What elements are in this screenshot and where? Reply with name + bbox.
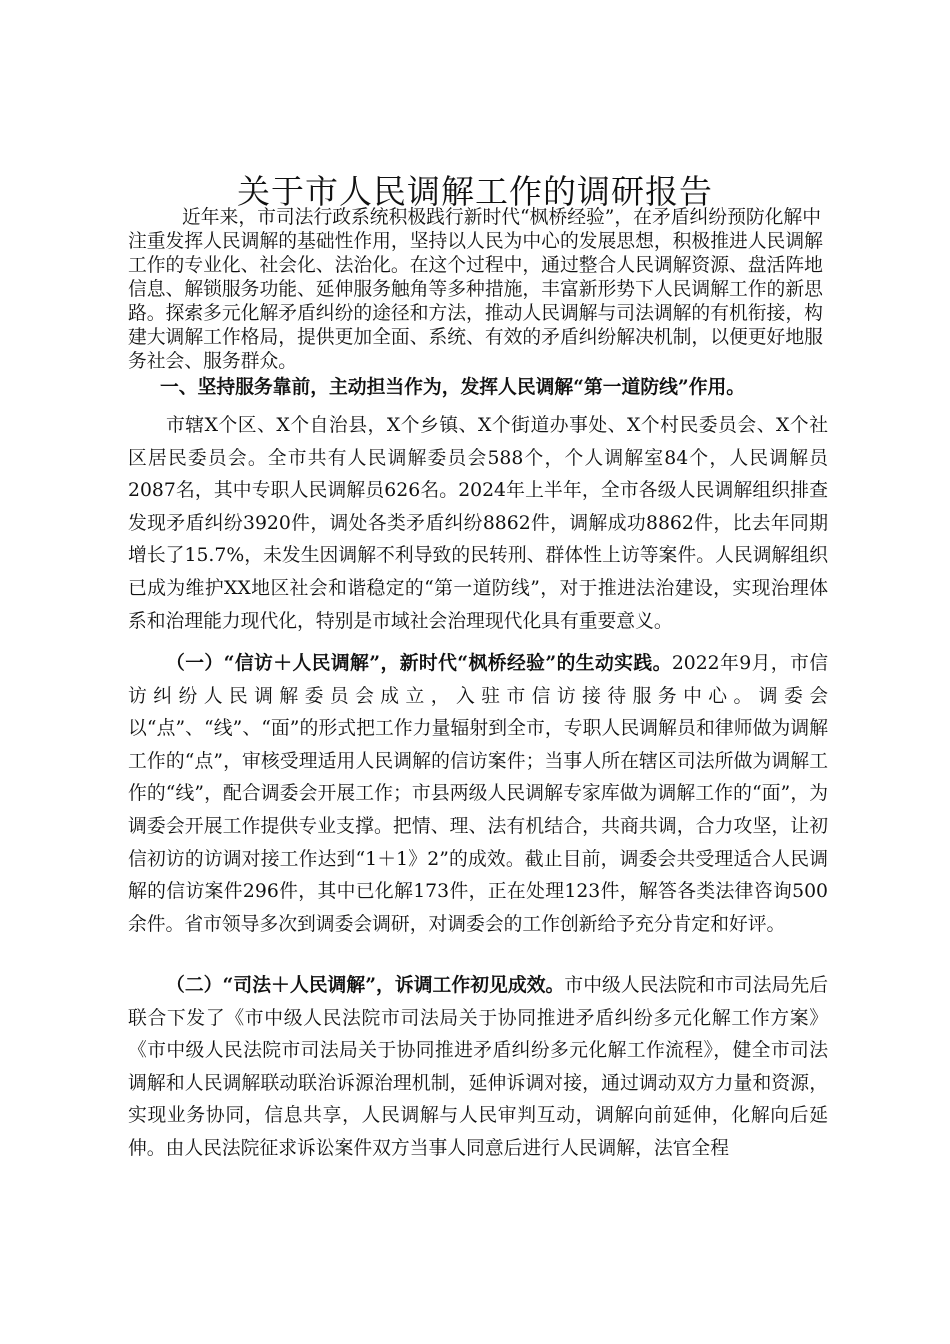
- subheading-petition-mediation: （一）“信访＋人民调解”，新时代“枫桥经验”的生动实践。: [166, 652, 672, 674]
- subheading-judicial-mediation: （二）“司法＋人民调解”，诉调工作初见成效。: [166, 974, 565, 996]
- judicial-mediation-body: 市中级人民法院和市司法局先后联合下发了《市中级人民法院市司法局关于协同推进矛盾纠纷多元化解工作方案》《市中级人民法院市司法局关于协同推进矛盾纠纷多元化解工作流程》，健全市司法调解和人民调解联动联治诉源治理机制，延伸诉调对接，通过调动双方力量和资源，实现业务协同，信息共享，人民调解与人民审判互动，调解向前延伸，化解向后延伸。由人民法院征求诉讼案件双方当事人同意后进行人民调解，法官全程: [128, 975, 829, 1159]
- section-heading-1: 一、坚持服务靠前，主动担当作为，发挥人民调解“第一道防线”作用。: [160, 376, 746, 398]
- document-title: 关于市人民调解工作的调研报告: [237, 172, 713, 211]
- paragraph-statistics: 市辖X个区、X个自治县，X个乡镇、X个街道办事处、X个村民委员会、X个社区居民委员会。全市共有人民调解委员会588个，个人调解室84个，人民调解员2087名，其中专职人民调解员626名。2024年上半年，全市各级人民调解组织排查发现矛盾纠纷3920件，调处各类矛盾纠纷8862件，调解成功8862件，比去年同期增长了15.7%，未发生因调解不利导致的民转刑、群体性上访等案件。人民调解组织已成为维护XX地区社会和谐稳定的“第一道防线”，对于推进法治建设，实现治理体系和治理能力现代化，特别是市域社会治理现代化具有重要意义。: [128, 415, 828, 632]
- paragraph-judicial-mediation: [128, 969, 828, 1166]
- petition-mediation-body: 2022年9月，市信访纠纷人民调解委员会成立，入驻市信访接待服务中心。调委会以“点”、“线”、“面”的形式把工作力量辐射到全市，专职人民调解员和律师做为调解工作的“点”，审核受理适用人民调解的信访案件；当事人所在辖区司法所做为调解工作的“线”，配合调委会开展工作；市县两级人民调解专家库做为调解工作的“面”，为调委会开展工作提供专业支撑。把情、理、法有机结合，共商共调，合力攻坚，让初信初访的访调对接工作达到“1＋1》2”的成效。截止目前，调委会共受理适合人民调解的信访案件296件，其中已化解173件，正在处理123件，解答各类法律咨询500余件。省市领导多次到调委会调研，对调委会的工作创新给予充分肯定和好评。: [128, 653, 829, 935]
- paragraph-petition-mediation: [128, 647, 828, 941]
- intro-paragraph: 近年来，市司法行政系统积极践行新时代“枫桥经验”，在矛盾纠纷预防化解中注重发挥人民调解的基础性作用，坚持以人民为中心的发展思想，积极推进人民调解工作的专业化、社会化、法治化。在这个过程中，通过整合人民调解资源、盘活阵地信息、解锁服务功能、延伸服务触角等多种措施，丰富新形势下人民调解工作的新思路。探索多元化解矛盾纠纷的途径和方法，推动人民调解与司法调解的有机衔接，构建大调解工作格局，提供更加全面、系统、有效的矛盾纠纷解决机制，以便更好地服务社会、服务群众。: [128, 207, 823, 372]
